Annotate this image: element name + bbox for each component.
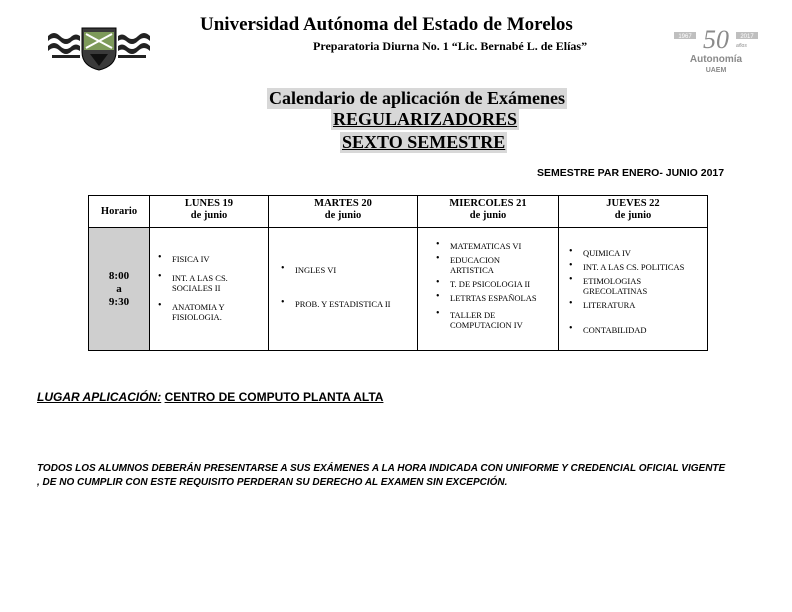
anniversary-logo xyxy=(672,22,762,78)
monday-subject-list xyxy=(150,228,268,322)
day-date: de junio xyxy=(469,210,507,221)
subject-item: • TALLER DE COMPUTACION IV xyxy=(428,310,545,330)
anniversary-acronym: UAEM xyxy=(705,67,727,74)
anniversary-year-start: 1967 xyxy=(678,34,692,40)
anniversary-number: 50 xyxy=(703,25,729,54)
time-slot-cell xyxy=(89,228,150,351)
day-date: de junio xyxy=(614,210,652,221)
subject-item: • ETIMOLOGIAS GRECOLATINAS xyxy=(561,276,663,296)
time-start: 8:00 xyxy=(108,269,130,282)
subject-item: • EDUCACION ARTISTICA xyxy=(428,255,510,275)
tuesday-subject-list xyxy=(269,228,417,309)
student-notice: TODOS LOS ALUMNOS DEBERÁN PRESENTARSE A SUS EXÁMENES A LA HORA INDICADA CON UNIFORME Y CREDENCIAL OFICIAL VIGENTE , DE NO CUMPLIR CON ESTE REQUISITO PERDERAN SU DERECHO AL EXAMEN SIN EXCEPCIÓN. xyxy=(37,463,726,488)
anniversary-word: Autonomía xyxy=(689,54,743,65)
anniversary-logo-graphic xyxy=(672,22,762,78)
day-header-monday xyxy=(150,196,269,228)
monday-subjects-cell xyxy=(150,228,269,351)
subject-item: • ANATOMIA Y FISIOLOGIA. xyxy=(150,302,242,322)
subject-item: • INT. A LAS CS. SOCIALES II xyxy=(150,273,242,293)
anniversary-anos: años xyxy=(736,43,747,49)
day-header-wednesday xyxy=(418,196,559,228)
subject-item: • INT. A LAS CS. POLITICAS xyxy=(561,262,707,272)
subject-item: • FISICA IV xyxy=(150,254,268,264)
day-header-tuesday xyxy=(269,196,418,228)
school-name: Preparatoria Diurna No. 1 “Lic. Bernabé L. de Elías” xyxy=(313,39,588,53)
day-date: de junio xyxy=(190,210,228,221)
shield-icon xyxy=(82,28,116,70)
wednesday-subjects-cell xyxy=(418,228,559,351)
subject-item: • QUIMICA IV xyxy=(561,248,707,258)
exam-location xyxy=(37,390,383,404)
exam-schedule-table xyxy=(88,195,708,351)
time-end: 9:30 xyxy=(108,295,130,308)
subject-item: • CONTABILIDAD xyxy=(561,325,707,335)
day-date: de junio xyxy=(324,210,362,221)
laurel-right-icon xyxy=(118,33,150,58)
subject-item: • INGLES VI xyxy=(273,265,417,275)
subject-item: • PROB. Y ESTADISTICA II xyxy=(273,299,417,309)
tuesday-subjects-cell xyxy=(269,228,418,351)
day-name: JUEVES 22 xyxy=(606,198,660,209)
location-value: CENTRO DE COMPUTO PLANTA ALTA xyxy=(164,390,384,404)
wednesday-subject-list xyxy=(418,228,558,330)
table-row xyxy=(89,228,708,351)
laurel-left-icon xyxy=(48,33,80,58)
day-name: MIERCOLES 21 xyxy=(449,198,527,209)
subject-item: • T. DE PSICOLOGIA II xyxy=(428,279,558,289)
location-label: LUGAR APLICACIÓN: xyxy=(37,390,162,404)
table-header-row xyxy=(89,196,708,228)
horario-header: Horario xyxy=(89,196,150,228)
exam-type-title: REGULARIZADORES xyxy=(333,109,518,129)
thursday-subjects-cell xyxy=(559,228,708,351)
day-name: LUNES 19 xyxy=(184,198,234,209)
semester-title: SEXTO SEMESTRE xyxy=(342,132,506,152)
university-emblem-logo xyxy=(44,22,154,72)
subject-item: • LITERATURA xyxy=(561,300,707,310)
day-header-thursday xyxy=(559,196,708,228)
time-separator: a xyxy=(116,282,122,295)
subject-item: • LETRTAS ESPAÑOLAS xyxy=(428,293,558,303)
subject-item: • MATEMATICAS VI xyxy=(428,241,558,251)
calendar-title: Calendario de aplicación de Exámenes xyxy=(269,88,565,108)
university-name: Universidad Autónoma del Estado de Morelos xyxy=(200,14,573,35)
semester-period: SEMESTRE PAR ENERO- JUNIO 2017 xyxy=(537,167,725,179)
thursday-subject-list xyxy=(559,228,707,335)
day-name: MARTES 20 xyxy=(314,198,372,209)
anniversary-year-end: 2017 xyxy=(740,34,754,40)
